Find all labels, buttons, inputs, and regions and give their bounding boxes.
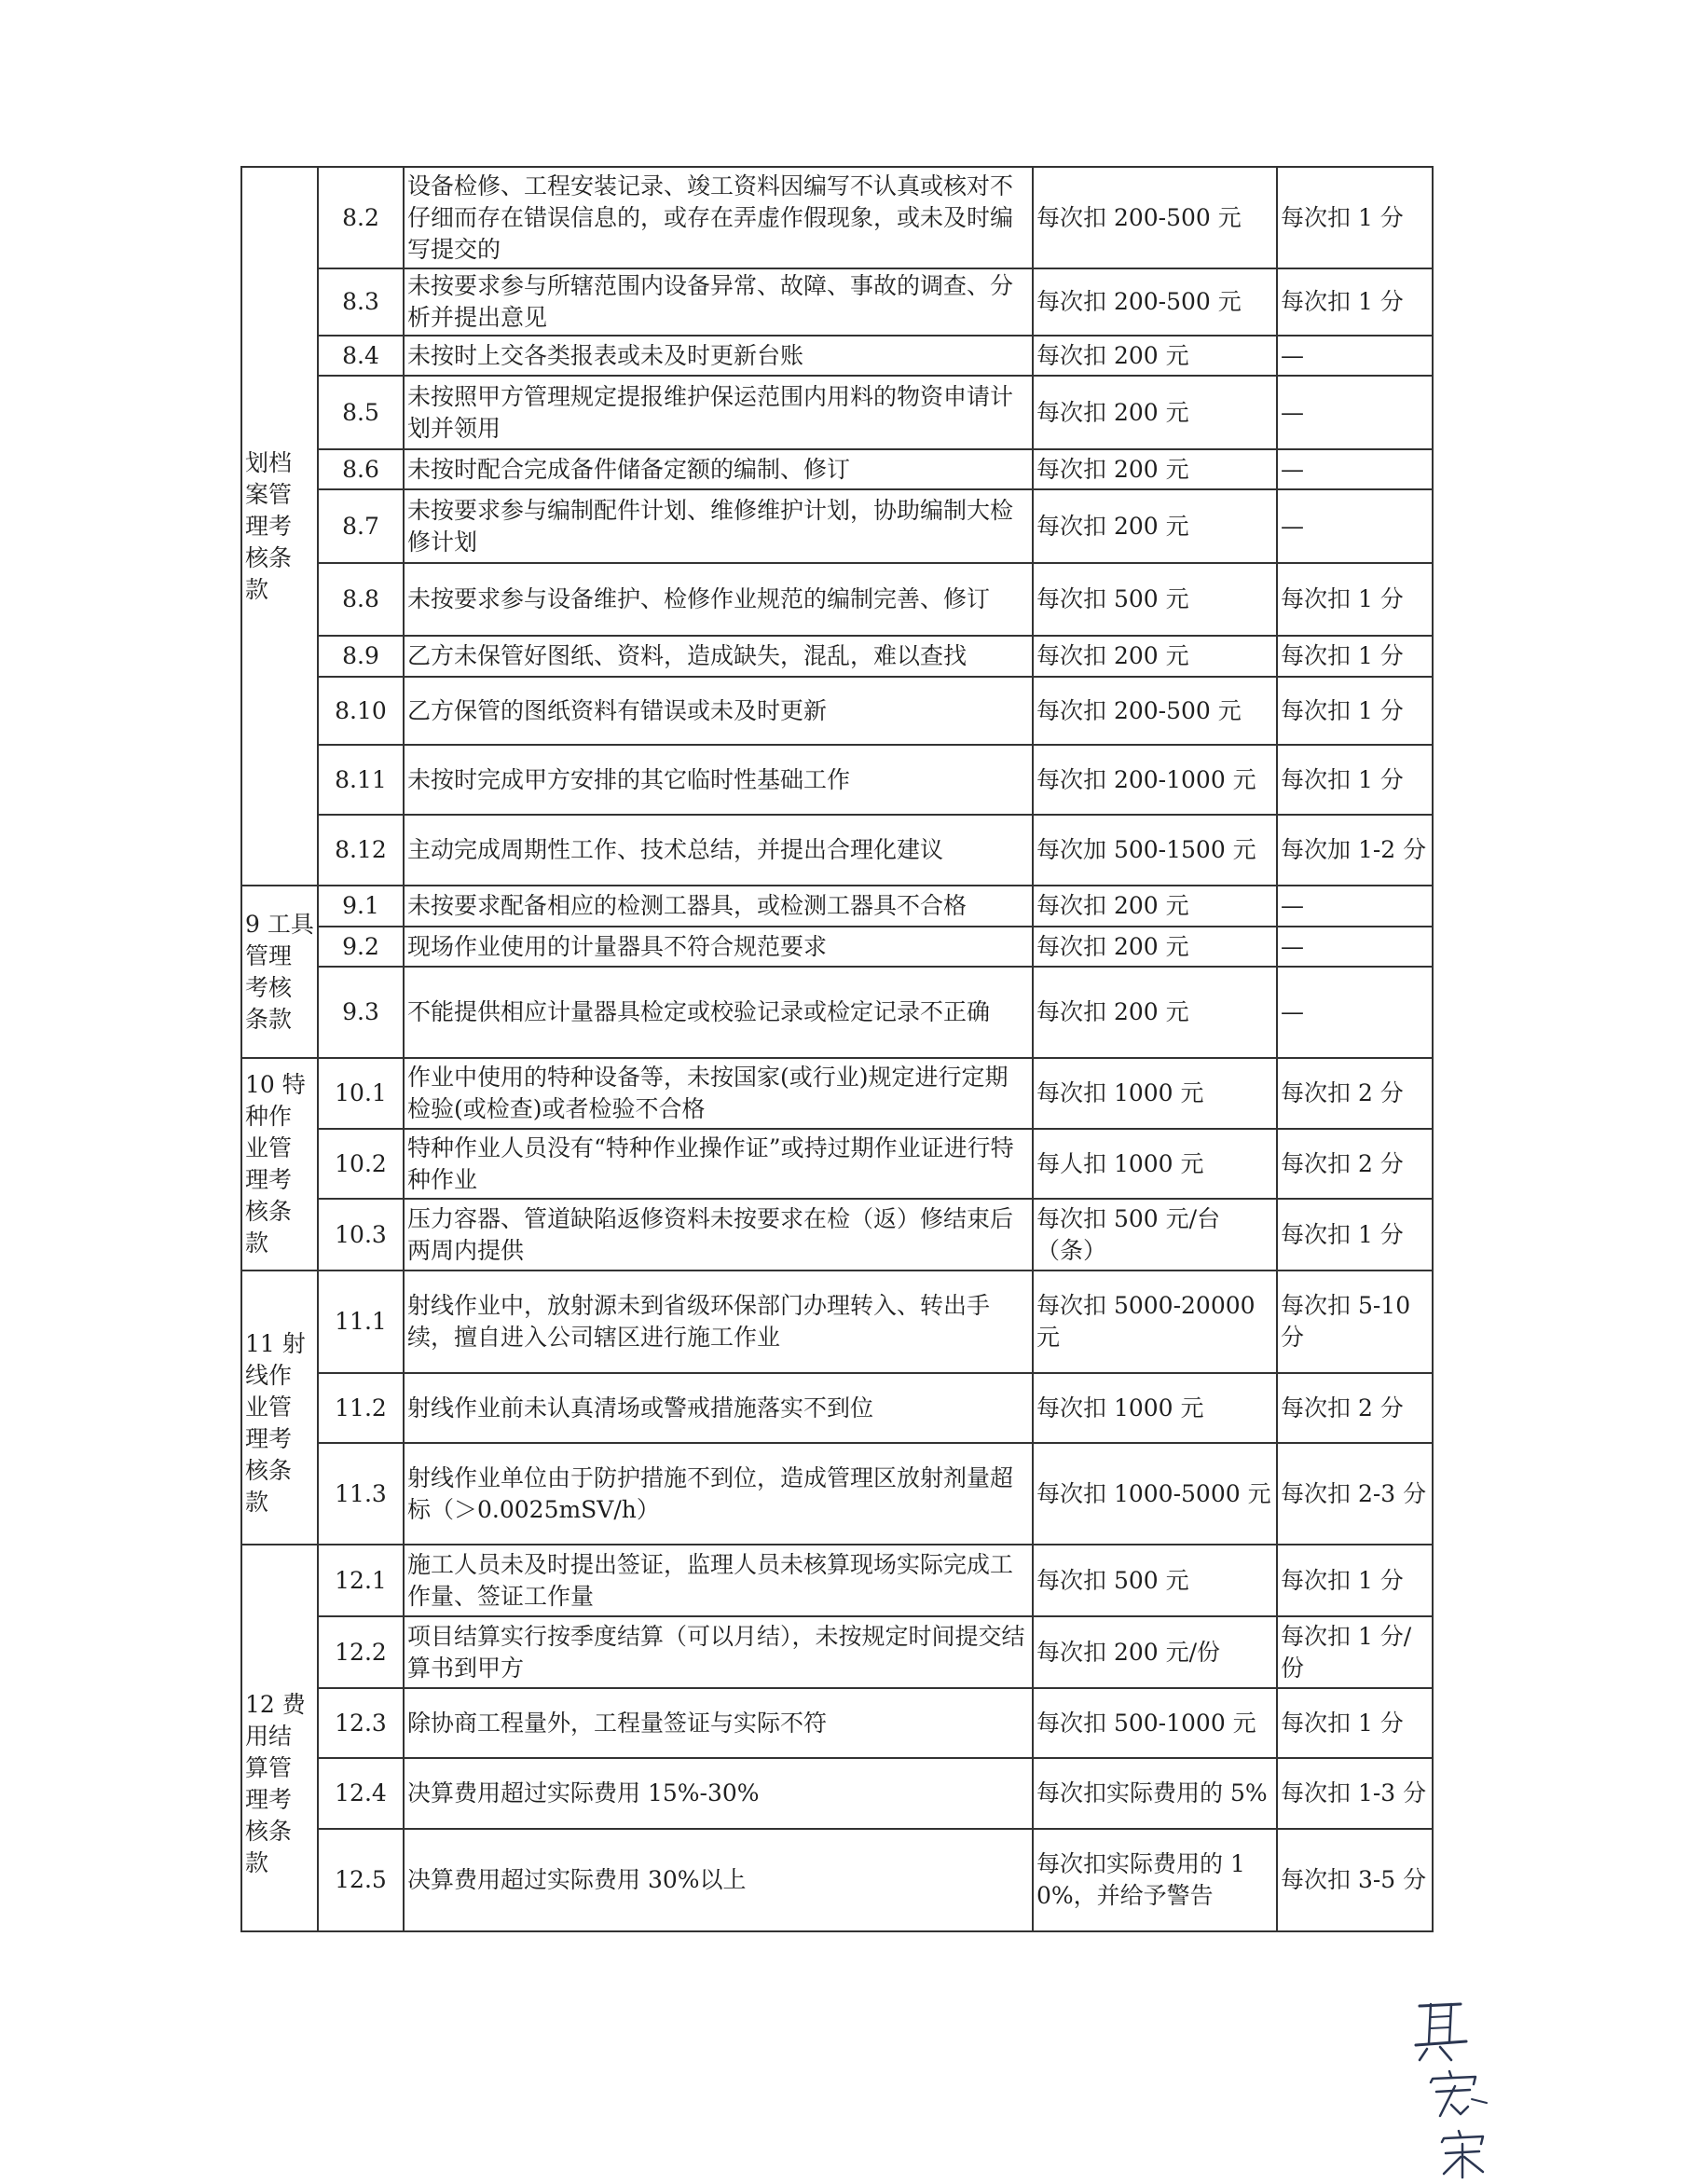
table-row bbox=[241, 927, 1433, 967]
category-cell: 划档案管理考核条款 bbox=[241, 167, 318, 886]
item-number: 8.5 bbox=[318, 376, 404, 449]
table-row bbox=[241, 1199, 1433, 1271]
item-points: 每次扣 1 分 bbox=[1277, 1688, 1433, 1758]
table-row bbox=[241, 167, 1433, 268]
item-number: 9.2 bbox=[318, 927, 404, 967]
item-description: 未按要求参与设备维护、检修作业规范的编制完善、修订 bbox=[404, 563, 1033, 636]
item-points: 每次扣 1 分 bbox=[1277, 677, 1433, 745]
signature-strokes bbox=[1416, 2004, 1487, 2177]
item-penalty: 每次扣 200 元 bbox=[1033, 376, 1277, 449]
item-penalty: 每次扣 200 元 bbox=[1033, 489, 1277, 563]
table-row bbox=[241, 1373, 1433, 1443]
item-points: — bbox=[1277, 376, 1433, 449]
table-row bbox=[241, 1271, 1433, 1373]
item-penalty: 每次扣 500 元/台（条） bbox=[1033, 1199, 1277, 1271]
item-description: 不能提供相应计量器具检定或校验记录或检定记录不正确 bbox=[404, 967, 1033, 1058]
item-points: 每次扣 1 分 bbox=[1277, 745, 1433, 815]
table-row bbox=[241, 815, 1433, 886]
item-penalty: 每次扣 200 元 bbox=[1033, 449, 1277, 489]
table-row bbox=[241, 1443, 1433, 1545]
item-description: 射线作业单位由于防护措施不到位，造成管理区放射剂量超标（＞0.0025mSV/h） bbox=[404, 1443, 1033, 1545]
item-description: 现场作业使用的计量器具不符合规范要求 bbox=[404, 927, 1033, 967]
item-number: 8.2 bbox=[318, 167, 404, 268]
handwritten-signature bbox=[1403, 1995, 1505, 2181]
item-number: 8.7 bbox=[318, 489, 404, 563]
item-penalty: 每次扣 1000 元 bbox=[1033, 1058, 1277, 1129]
item-points: 每次扣 1 分 bbox=[1277, 1199, 1433, 1271]
item-penalty: 每次扣 5000-20000 元 bbox=[1033, 1271, 1277, 1373]
table-row bbox=[241, 1545, 1433, 1616]
table-row bbox=[241, 1058, 1433, 1129]
category-cell: 9 工具管理考核条款 bbox=[241, 886, 318, 1058]
item-penalty: 每次扣 500-1000 元 bbox=[1033, 1688, 1277, 1758]
item-description: 主动完成周期性工作、技术总结，并提出合理化建议 bbox=[404, 815, 1033, 886]
item-description: 项目结算实行按季度结算（可以月结），未按规定时间提交结算书到甲方 bbox=[404, 1616, 1033, 1688]
category-cell: 11 射线作业管理考核条款 bbox=[241, 1271, 318, 1545]
item-description: 射线作业中，放射源未到省级环保部门办理转入、转出手续，擅自进入公司辖区进行施工作业 bbox=[404, 1271, 1033, 1373]
item-number: 8.12 bbox=[318, 815, 404, 886]
item-points: 每次扣 1-3 分 bbox=[1277, 1758, 1433, 1829]
item-points: 每次扣 1 分 bbox=[1277, 268, 1433, 336]
item-description: 射线作业前未认真清场或警戒措施落实不到位 bbox=[404, 1373, 1033, 1443]
item-description: 决算费用超过实际费用 30%以上 bbox=[404, 1829, 1033, 1931]
item-description: 特种作业人员没有“特种作业操作证”或持过期作业证进行特种作业 bbox=[404, 1129, 1033, 1199]
item-penalty: 每次扣 200 元 bbox=[1033, 636, 1277, 677]
item-number: 12.4 bbox=[318, 1758, 404, 1829]
item-number: 10.1 bbox=[318, 1058, 404, 1129]
item-penalty: 每次扣 1000 元 bbox=[1033, 1373, 1277, 1443]
item-description: 乙方未保管好图纸、资料，造成缺失，混乱，难以查找 bbox=[404, 636, 1033, 677]
item-points: 每次扣 2 分 bbox=[1277, 1058, 1433, 1129]
item-description: 未按要求配备相应的检测工器具，或检测工器具不合格 bbox=[404, 886, 1033, 927]
item-description: 施工人员未及时提出签证，监理人员未核算现场实际完成工作量、签证工作量 bbox=[404, 1545, 1033, 1616]
item-description: 作业中使用的特种设备等，未按国家(或行业)规定进行定期检验(或检查)或者检验不合格 bbox=[404, 1058, 1033, 1129]
item-penalty: 每次扣 200 元 bbox=[1033, 927, 1277, 967]
item-points: 每次扣 3-5 分 bbox=[1277, 1829, 1433, 1931]
assessment-table bbox=[240, 166, 1434, 1932]
table-row bbox=[241, 489, 1433, 563]
item-points: 每次加 1-2 分 bbox=[1277, 815, 1433, 886]
item-points: — bbox=[1277, 927, 1433, 967]
table-row bbox=[241, 1616, 1433, 1688]
table-row bbox=[241, 1829, 1433, 1931]
item-points: — bbox=[1277, 886, 1433, 927]
item-points: — bbox=[1277, 449, 1433, 489]
item-description: 决算费用超过实际费用 15%-30% bbox=[404, 1758, 1033, 1829]
item-number: 12.5 bbox=[318, 1829, 404, 1931]
item-number: 12.1 bbox=[318, 1545, 404, 1616]
table-row bbox=[241, 886, 1433, 927]
table-row bbox=[241, 449, 1433, 489]
item-description: 压力容器、管道缺陷返修资料未按要求在检（返）修结束后两周内提供 bbox=[404, 1199, 1033, 1271]
item-number: 11.1 bbox=[318, 1271, 404, 1373]
table-row bbox=[241, 376, 1433, 449]
item-number: 8.3 bbox=[318, 268, 404, 336]
item-description: 未按要求参与所辖范围内设备异常、故障、事故的调查、分析并提出意见 bbox=[404, 268, 1033, 336]
item-points: 每次扣 1 分 bbox=[1277, 636, 1433, 677]
table-row bbox=[241, 1758, 1433, 1829]
item-number: 8.8 bbox=[318, 563, 404, 636]
item-description: 未按时完成甲方安排的其它临时性基础工作 bbox=[404, 745, 1033, 815]
table-row bbox=[241, 563, 1433, 636]
item-penalty: 每次扣 200 元/份 bbox=[1033, 1616, 1277, 1688]
table-row bbox=[241, 1129, 1433, 1199]
item-number: 8.11 bbox=[318, 745, 404, 815]
item-penalty: 每次扣 200 元 bbox=[1033, 336, 1277, 376]
item-penalty: 每次扣 200 元 bbox=[1033, 967, 1277, 1058]
item-number: 8.6 bbox=[318, 449, 404, 489]
item-number: 10.3 bbox=[318, 1199, 404, 1271]
table-row bbox=[241, 336, 1433, 376]
item-penalty: 每次扣 1000-5000 元 bbox=[1033, 1443, 1277, 1545]
item-number: 8.10 bbox=[318, 677, 404, 745]
table-row bbox=[241, 745, 1433, 815]
item-description: 未按时上交各类报表或未及时更新台账 bbox=[404, 336, 1033, 376]
item-points: 每次扣 1 分/份 bbox=[1277, 1616, 1433, 1688]
item-points: 每次扣 1 分 bbox=[1277, 563, 1433, 636]
item-description: 未按时配合完成备件储备定额的编制、修订 bbox=[404, 449, 1033, 489]
item-number: 8.4 bbox=[318, 336, 404, 376]
item-number: 10.2 bbox=[318, 1129, 404, 1199]
item-description: 乙方保管的图纸资料有错误或未及时更新 bbox=[404, 677, 1033, 745]
item-penalty: 每次扣实际费用的 10%，并给予警告 bbox=[1033, 1829, 1277, 1931]
table-row bbox=[241, 677, 1433, 745]
item-description: 设备检修、工程安装记录、竣工资料因编写不认真或核对不仔细而存在错误信息的，或存在弄虚作假现象，或未及时编写提交的 bbox=[404, 167, 1033, 268]
item-points: — bbox=[1277, 489, 1433, 563]
item-number: 11.3 bbox=[318, 1443, 404, 1545]
item-description: 未按要求参与编制配件计划、维修维护计划，协助编制大检修计划 bbox=[404, 489, 1033, 563]
item-number: 8.9 bbox=[318, 636, 404, 677]
item-penalty: 每次扣 500 元 bbox=[1033, 563, 1277, 636]
item-points: 每次扣 5-10 分 bbox=[1277, 1271, 1433, 1373]
table-row bbox=[241, 268, 1433, 336]
category-cell: 12 费用结算管理考核条款 bbox=[241, 1545, 318, 1931]
item-points: 每次扣 1 分 bbox=[1277, 167, 1433, 268]
item-points: 每次扣 1 分 bbox=[1277, 1545, 1433, 1616]
item-description: 未按照甲方管理规定提报维护保运范围内用料的物资申请计划并领用 bbox=[404, 376, 1033, 449]
item-penalty: 每次加 500-1500 元 bbox=[1033, 815, 1277, 886]
item-penalty: 每次扣 200-1000 元 bbox=[1033, 745, 1277, 815]
item-number: 12.3 bbox=[318, 1688, 404, 1758]
item-points: 每次扣 2-3 分 bbox=[1277, 1443, 1433, 1545]
table-row bbox=[241, 1688, 1433, 1758]
item-number: 9.3 bbox=[318, 967, 404, 1058]
item-points: 每次扣 2 分 bbox=[1277, 1373, 1433, 1443]
item-description: 除协商工程量外，工程量签证与实际不符 bbox=[404, 1688, 1033, 1758]
item-penalty: 每次扣 200-500 元 bbox=[1033, 677, 1277, 745]
item-penalty: 每次扣 200-500 元 bbox=[1033, 268, 1277, 336]
item-penalty: 每次扣 200-500 元 bbox=[1033, 167, 1277, 268]
item-number: 9.1 bbox=[318, 886, 404, 927]
item-points: — bbox=[1277, 336, 1433, 376]
table-row bbox=[241, 967, 1433, 1058]
item-points: — bbox=[1277, 967, 1433, 1058]
table-row bbox=[241, 636, 1433, 677]
item-penalty: 每次扣 200 元 bbox=[1033, 886, 1277, 927]
item-penalty: 每次扣实际费用的 5% bbox=[1033, 1758, 1277, 1829]
category-cell: 10 特种作业管理考核条款 bbox=[241, 1058, 318, 1271]
item-penalty: 每人扣 1000 元 bbox=[1033, 1129, 1277, 1199]
item-points: 每次扣 2 分 bbox=[1277, 1129, 1433, 1199]
item-penalty: 每次扣 500 元 bbox=[1033, 1545, 1277, 1616]
item-number: 12.2 bbox=[318, 1616, 404, 1688]
item-number: 11.2 bbox=[318, 1373, 404, 1443]
